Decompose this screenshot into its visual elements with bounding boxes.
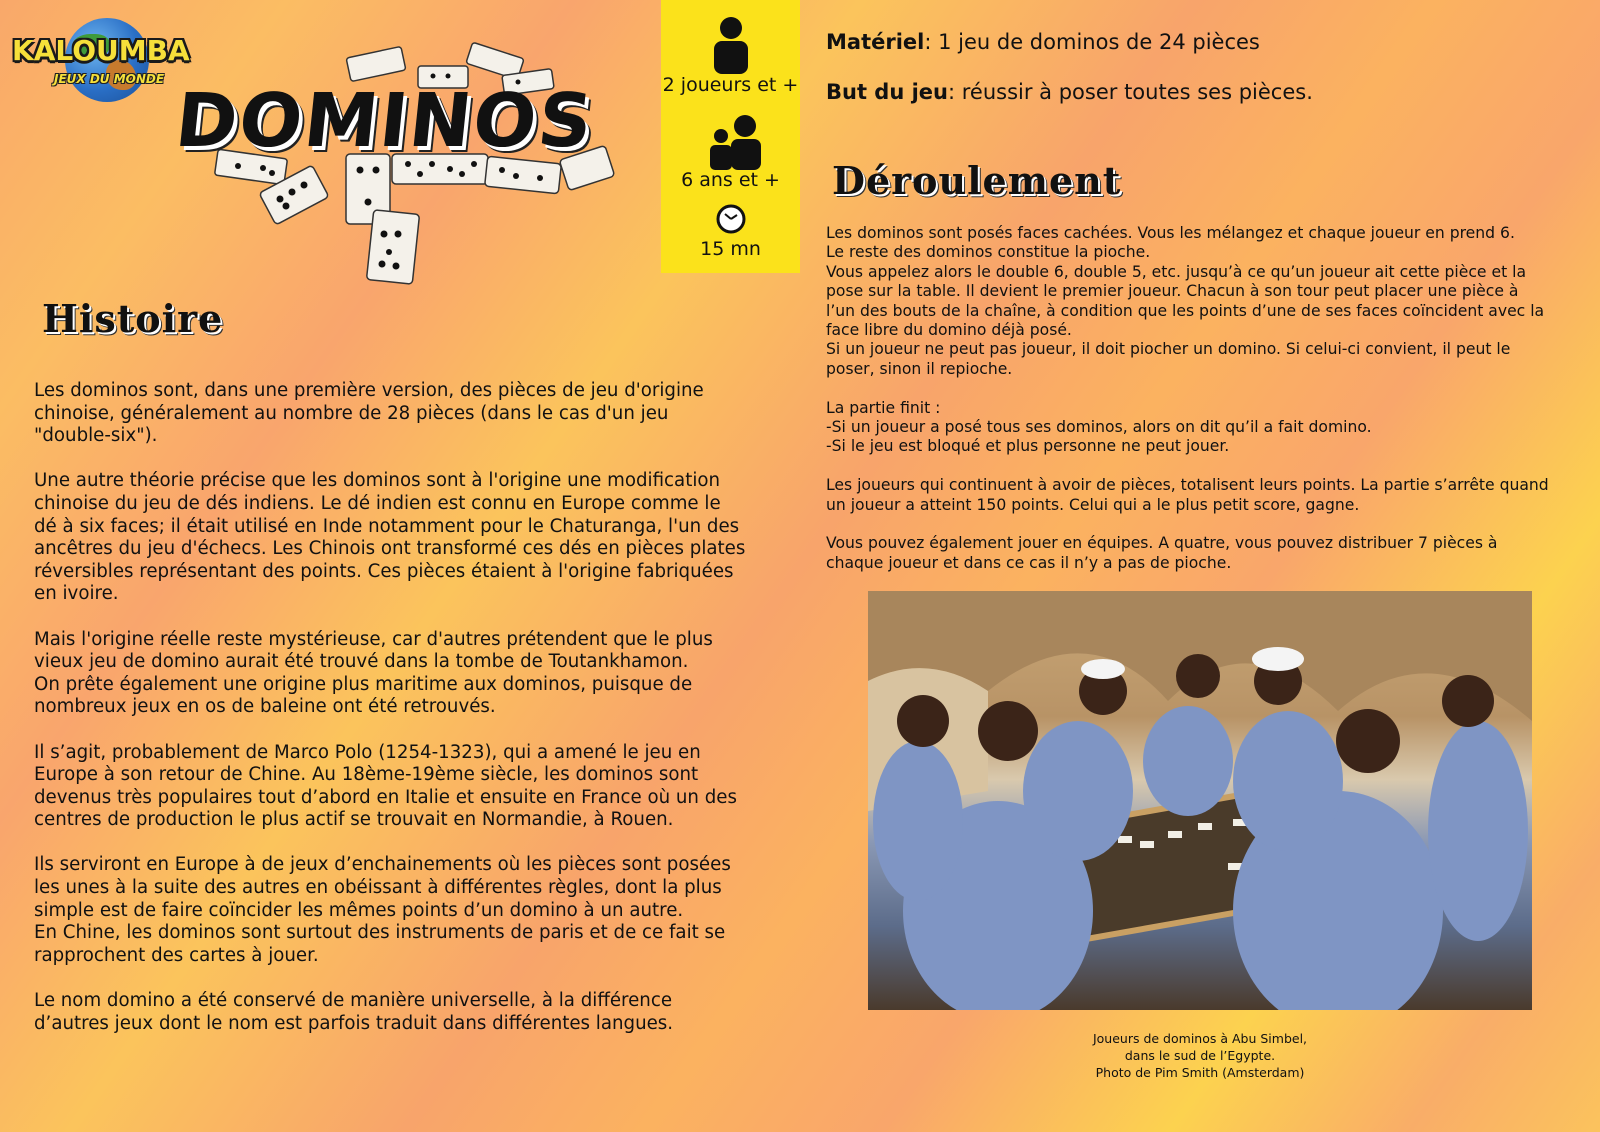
histoire-paragraph: Le nom domino a été conservé de manière universelle, à la différence d’autres jeux dont le nom est parfois traduit dans différentes langues. xyxy=(34,990,674,1034)
but-label: But du jeu xyxy=(826,80,948,104)
info-panel xyxy=(661,0,800,273)
deroulement-heading: Déroulement xyxy=(832,158,1122,203)
age-minimum: 6 ans et + xyxy=(681,169,780,191)
deroulement-body xyxy=(826,224,1586,593)
player-icon xyxy=(711,16,751,74)
logo-brand: KALOUMBA xyxy=(12,34,190,67)
histoire-paragraph: Mais l'origine réelle reste mystérieuse, car d'autres prétendent que le plus vieux jeu de domino aurait été trouvé dans la tombe de Toutankhamon. On prête également une origine plus maritime aux dominos, puisque de nombreux jeux en os de baleine ont été retrouvés. xyxy=(34,628,713,718)
players-count: 2 joueurs et + xyxy=(662,74,799,96)
histoire-paragraph: Ils serviront en Europe à de jeux d’enchainements où les pièces sont posées les unes à la suite des autres en obéissant à différentes règles, dont la plus simple est de faire coïncider les mêmes points d’un domino à un autre. En Chine, les dominos sont surtout des instruments de paris et de ce fait se rapprochent des cartes à jouer. xyxy=(34,854,731,966)
but-line xyxy=(826,80,1566,104)
domino-players-photo xyxy=(868,591,1532,1010)
clock-icon xyxy=(716,204,746,234)
deroulement-paragraph: Les joueurs qui continuent à avoir de pièces, totalisent leurs points. La partie s’arrête quand un joueur a atteint 150 points. Celui qui a le plus petit score, gagne. xyxy=(826,476,1549,514)
histoire-paragraph: Une autre théorie précise que les dominos sont à l'origine une modification chinoise du jeu de dés indiens. Le dé indien est connu en Europe comme le dé à six faces; il était utilisé en Inde notamment pour le Chaturanga, l'un des ancêtres du jeu d'échecs. Les Chinois ont transformé ces dés en pièces plates réversibles représentant des points. Ces pièces étaient à l'origine fabriquées en ivoire. xyxy=(34,470,746,605)
deroulement-paragraph: Les dominos sont posés faces cachées. Vous les mélangez et chaque joueur en prend 6. Le reste des dominos constitue la pioche. Vous appelez alors le double 6, double 5, etc. jusqu’à ce qu’un joueur ait cette pièce et la pose sur la table. Il devient le premier joueur. Chacun à son tour peut placer une pièce à l’un des bouts de la chaîne, à condition que les points d’une de ses faces coïncident avec la face libre du domino déjà posé. Si un joueur ne peut pas joueur, il doit piocher un domino. Si celui-ci convient, il peut le poser, sinon il repioche. xyxy=(826,224,1545,378)
histoire-body xyxy=(34,380,779,1058)
caption-line: Photo de Pim Smith (Amsterdam) xyxy=(1095,1065,1305,1080)
histoire-paragraph: Les dominos sont, dans une première version, des pièces de jeu d'origine chinoise, généralement au nombre de 28 pièces (dans le cas d'un jeu "double-six"). xyxy=(34,380,704,447)
photo-caption xyxy=(1030,1030,1370,1081)
rules-summary xyxy=(826,30,1566,104)
caption-line: Joueurs de dominos à Abu Simbel, xyxy=(1092,1031,1308,1046)
deroulement-paragraph: La partie finit : -Si un joueur a posé tous ses dominos, alors on dit qu’il a fait domino. -Si le jeu est bloqué et plus personne ne peut jouer. xyxy=(826,398,1372,456)
game-title: DOMINOS xyxy=(171,78,599,164)
deroulement-paragraph: Vous pouvez également jouer en équipes. A quatre, vous pouvez distribuer 7 pièces à chaque joueur et dans ce cas il n’y a pas de pioche. xyxy=(826,534,1498,572)
but-value: : réussir à poser toutes ses pièces. xyxy=(948,80,1313,104)
kaloumba-logo xyxy=(10,14,190,114)
caption-line: dans le sud de l’Egypte. xyxy=(1124,1048,1276,1063)
photo-illustration xyxy=(868,591,1532,1010)
materiel-label: Matériel xyxy=(826,30,925,54)
materiel-line xyxy=(826,30,1566,54)
materiel-value: : 1 jeu de dominos de 24 pièces xyxy=(924,30,1260,54)
logo-subtitle: JEUX DU MONDE xyxy=(54,72,165,86)
game-duration: 15 mn xyxy=(700,238,761,260)
histoire-paragraph: Il s’agit, probablement de Marco Polo (1254-1323), qui a amené le jeu en Europe à son retour de Chine. Au 18ème-19ème siècle, les dominos sont devenus très populaires tout d’abord en Italie et ensuite en France où un des centres de production le plus actif se trouvait en Normandie, à Rouen. xyxy=(34,741,737,831)
histoire-heading: Histoire xyxy=(42,296,224,341)
age-icon xyxy=(707,114,761,170)
